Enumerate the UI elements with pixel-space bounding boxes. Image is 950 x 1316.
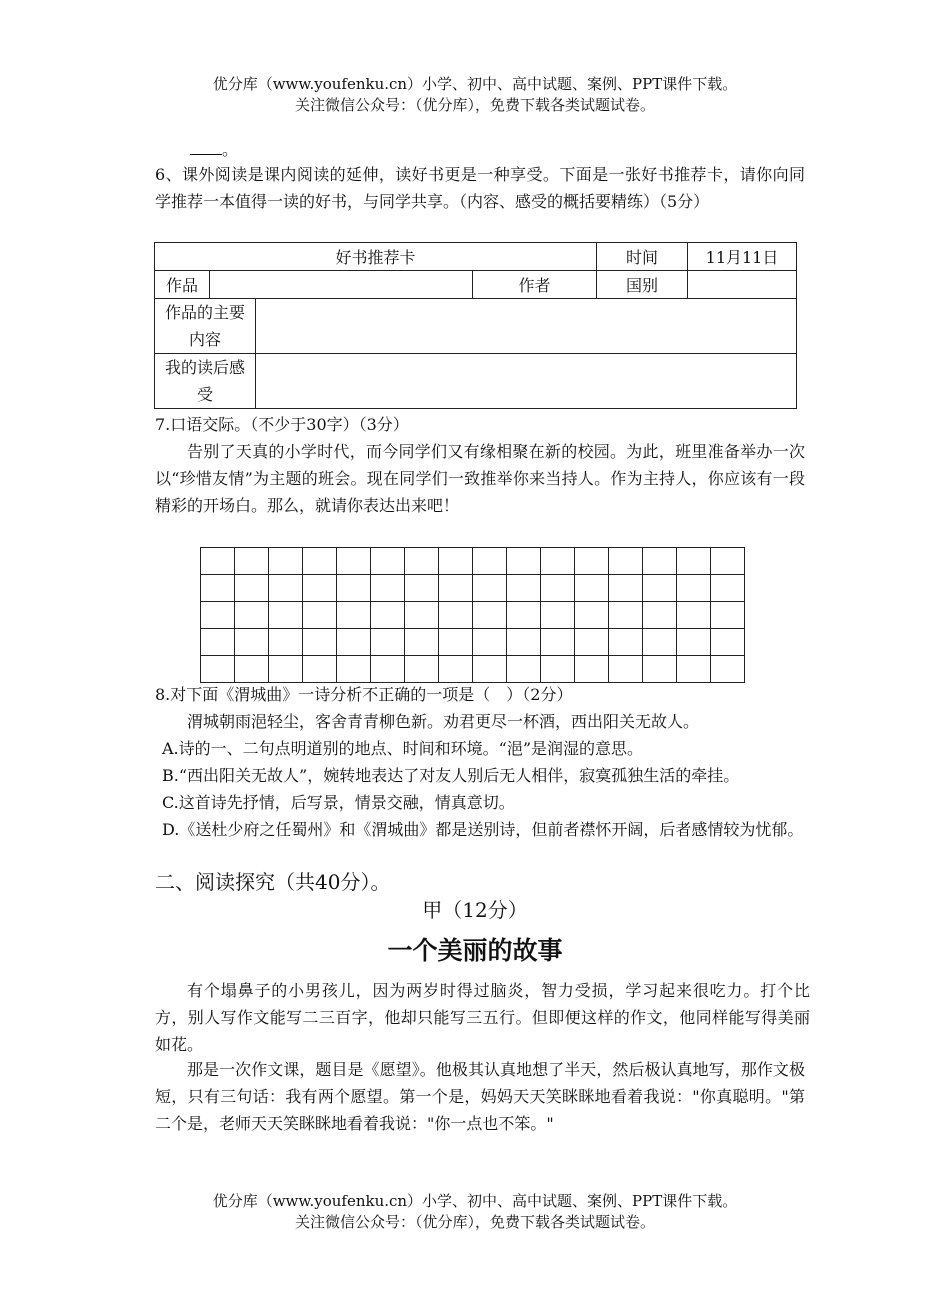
question-7-title: 7.口语交际。（不少于30字）（3分） (155, 415, 409, 434)
option-c[interactable]: C.这首诗先抒情，后写景，情景交融，情真意切。 (162, 793, 515, 812)
footer-line-2: 关注微信公众号：（优分库），免费下载各类试题试卷。 (294, 1213, 655, 1231)
feeling-input-cell[interactable] (256, 354, 797, 409)
option-b[interactable]: B.“西出阳关无故人”，婉转地表达了对友人别后无人相伴，寂寞孤独生活的牵挂。 (162, 766, 740, 785)
country-input-cell[interactable] (688, 271, 797, 299)
time-label: 时间 (597, 243, 688, 271)
country-label: 国别 (597, 271, 688, 299)
question-6-text: 6、课外阅读是课内阅读的延伸，读好书更是一种享受。下面是一张好书推荐卡，请你向同学推荐一本值得一读的好书，与同学共享。（内容、感受的概括要精练）（5分） (155, 165, 805, 211)
page-footer (0, 1191, 950, 1233)
question-8-title: 8.对下面《渭城曲》一诗分析不正确的一项是（ ）（2分） (155, 685, 573, 704)
option-a[interactable]: A.诗的一、二句点明道别的地点、时间和环境。“浥”是润湿的意思。 (162, 739, 644, 758)
writing-grid[interactable] (200, 547, 745, 683)
poem-text: 渭城朝雨浥轻尘，客舍青青柳色新。劝君更尽一杯酒，西出阳关无故人。 (187, 712, 700, 731)
card-title: 好书推荐卡 (155, 243, 597, 271)
page-header (0, 74, 950, 116)
book-recommendation-card (154, 242, 797, 409)
story-title: 一个美丽的故事 (387, 936, 563, 965)
section-2-title: 二、阅读探究（共40分）。 (155, 870, 391, 894)
work-label: 作品 (155, 271, 210, 299)
story-paragraph-2: 那是一次作文课，题目是《愿望》。他极其认真地想了半天，然后极认真地写，那作文极短，只有三句话：我有两个愿望。第一个是，妈妈天天笑眯眯地看着我说："你真聪明。"第二个是，老师天天笑眯眯地看着我说："你一点也不笨。" (155, 1060, 805, 1133)
feeling-label: 我的读后感受 (155, 354, 256, 409)
work-input-cell[interactable] (210, 271, 473, 299)
author-label: 作者 (473, 271, 597, 299)
answer-blank-line: 。 (190, 136, 840, 163)
answer-blank[interactable] (190, 140, 222, 155)
header-line-1: 优分库（www.youfenku.cn）小学、初中、高中试题、案例、PPT课件下载。 (212, 75, 738, 93)
time-value: 11月11日 (688, 243, 797, 271)
content-label: 作品的主要内容 (155, 299, 256, 354)
footer-line-1: 优分库（www.youfenku.cn）小学、初中、高中试题、案例、PPT课件下载。 (212, 1192, 738, 1210)
header-line-2: 关注微信公众号：（优分库），免费下载各类试题试卷。 (294, 96, 655, 114)
question-7-text: 告别了天真的小学时代，而今同学们又有缘相聚在新的校园。为此，班里准备举办一次以“珍惜友情”为主题的班会。现在同学们一致推举你来当持人。作为主持人，你应该有一段精彩的开场白。那么，就请你表达出来吧！ (155, 442, 805, 515)
content-input-cell[interactable] (256, 299, 797, 354)
part-heading: 甲（12分） (422, 898, 528, 922)
option-d[interactable]: D.《送杜少府之任蜀州》和《渭城曲》都是送别诗，但前者襟怀开阔，后者感情较为忧郁。 (162, 820, 804, 839)
story-paragraph-1: 有个塌鼻子的小男孩儿，因为两岁时得过脑炎，智力受损，学习起来很吃力。打个比方，别人写作文能写二三百字，他却只能写三五行。但即便这样的作文，他同样能写得美丽如花。 (155, 981, 810, 1054)
